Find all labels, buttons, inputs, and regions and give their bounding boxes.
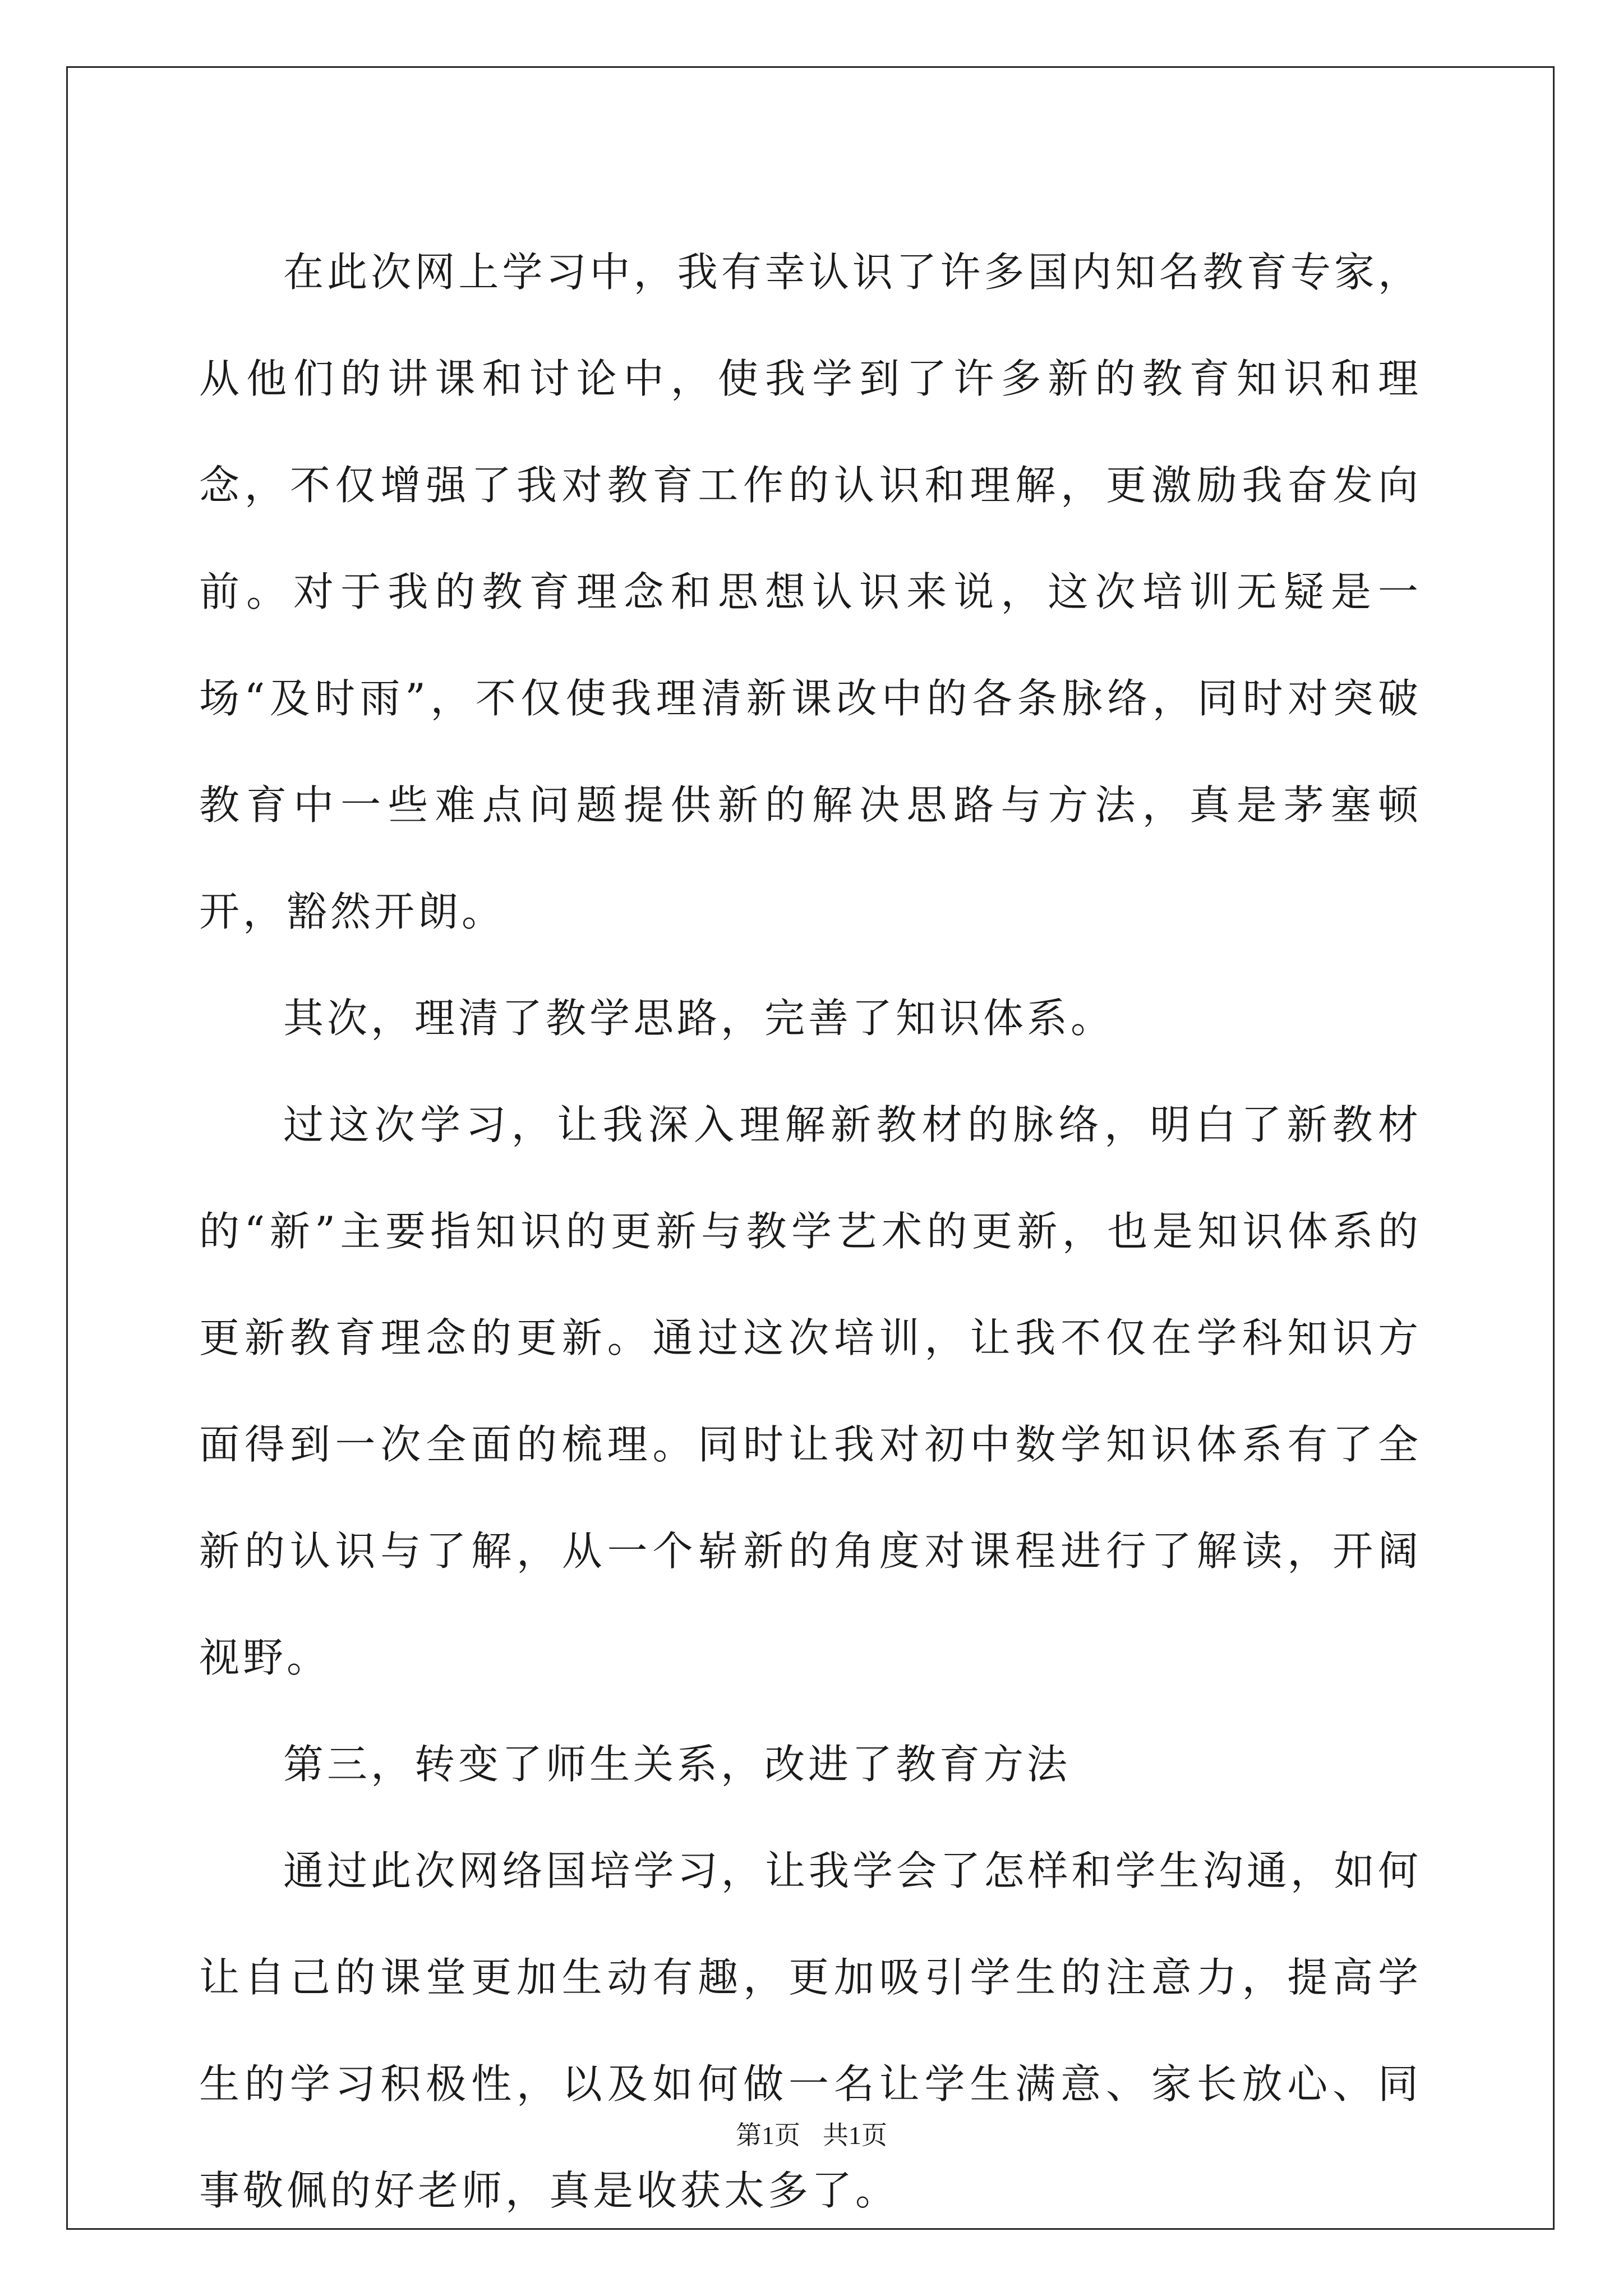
page-total: 共1页: [823, 2121, 887, 2150]
paragraph-3: 过这次学习，让我深入理解新教材的脉络，明白了新教材的“新”主要指知识的更新与教学艺术的更新，也是知识体系的更新教育理念的更新。通过这次培训，让我不仅在学科知识方面得到一次全面的梳理。同时让我对初中数学知识体系有了全新的认识与了解，从一个崭新的角度对课程进行了解读，开阔视野。: [199, 1101, 1422, 1681]
paragraph-5: 通过此次网络国培学习，让我学会了怎样和学生沟通，如何让自己的课堂更加生动有趣，更加吸引学生的注意力，提高学生的学习积极性，以及如何做一名让学生满意、家长放心、同事敬佩的好老师，真是收获太多了。: [199, 1847, 1422, 2214]
page-number: 第1页: [736, 2121, 800, 2150]
page-footer: [0, 2115, 1623, 2152]
paragraph-4: 第三，转变了师生关系，改进了教育方法: [283, 1741, 1071, 1788]
paragraph-2: 其次，理清了教学思路，完善了知识体系。: [283, 995, 1115, 1042]
paragraph-1: 在此次网上学习中，我有幸认识了许多国内知名教育专家，从他们的讲课和讨论中，使我学到了许多新的教育知识和理念，不仅增强了我对教育工作的认识和理解，更激励我奋发向前。对于我的教育理念和思想认识来说，这次培训无疑是一场“及时雨”，不仅使我理清新课改中的各条脉络，同时对突破教育中一些难点问题提供新的解决思路与方法，真是茅塞顿开，豁然开朗。: [199, 249, 1422, 935]
document-body: [199, 219, 1422, 2244]
